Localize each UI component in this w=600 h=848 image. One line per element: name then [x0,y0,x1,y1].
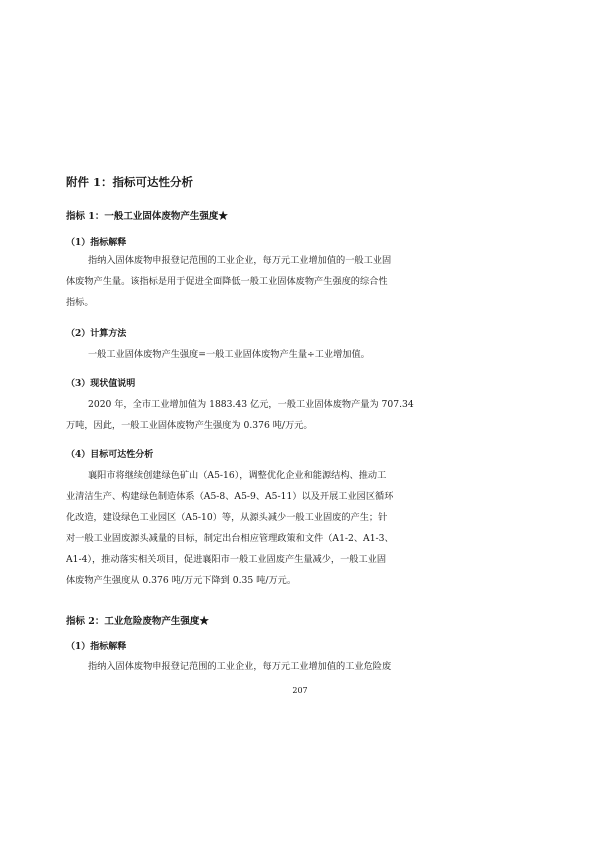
paragraph-line: 一般工业固体废物产生强度=一般工业固体废物产生量÷工业增加值。 [88,349,370,360]
paragraph [66,250,536,313]
indicator-1-title: 指标 1：一般工业固体废物产生强度★ [66,211,228,222]
paragraph [66,656,536,677]
paragraph-line: 体废物产生量。该指标是用于促进全面降低一般工业固体废物产生强度的综合性 [66,276,388,287]
paragraph [66,344,536,365]
paragraph-line: A1-4），推动落实相关项目，促进襄阳市一般工业固废产生量减少，一般工业固 [66,554,387,565]
indicator-2-title: 指标 2：工业危险废物产生强度★ [66,616,209,627]
appendix-title: 附件 1：指标可达性分析 [66,175,194,189]
paragraph-line: 体废物产生强度从 0.376 吨/万元下降到 0.35 吨/万元。 [66,575,297,586]
section-heading: （4）目标可达性分析 [66,450,154,460]
section-heading: （3）现状值说明 [66,379,136,389]
paragraph [66,394,536,436]
page-number: 207 [292,686,308,695]
section-heading: （1）指标解释 [66,642,127,652]
paragraph-line: 指标。 [66,297,94,308]
paragraph-line: 业清洁生产、构建绿色制造体系（A5-8、A5-9、A5-11）以及开展工业园区循环 [66,491,394,502]
paragraph-line: 襄阳市将继续创建绿色矿山（A5-16），调整优化企业和能源结构、推动工 [88,470,387,481]
section-heading: （1）指标解释 [66,238,127,248]
paragraph-line: 化改造，建设绿色工业园区（A5-10）等，从源头减少一般工业固废的产生；针 [66,512,388,523]
paragraph [66,465,536,591]
paragraph-line: 对一般工业固废源头减量的目标，制定出台相应管理政策和文件（A1-2、A1-3、 [66,533,394,544]
paragraph-line: 指纳入固体废物申报登记范围的工业企业，每万元工业增加值的工业危险废 [88,661,392,672]
paragraph-line: 2020 年，全市工业增加值为 1883.43 亿元，一般工业固体废物产量为 707.34 [88,399,414,410]
paragraph-line: 万吨，因此，一般工业固体废物产生强度为 0.376 吨/万元。 [66,420,313,431]
section-heading: （2）计算方法 [66,329,127,339]
paragraph-line: 指纳入固体废物申报登记范围的工业企业，每万元工业增加值的一般工业固 [88,255,392,266]
